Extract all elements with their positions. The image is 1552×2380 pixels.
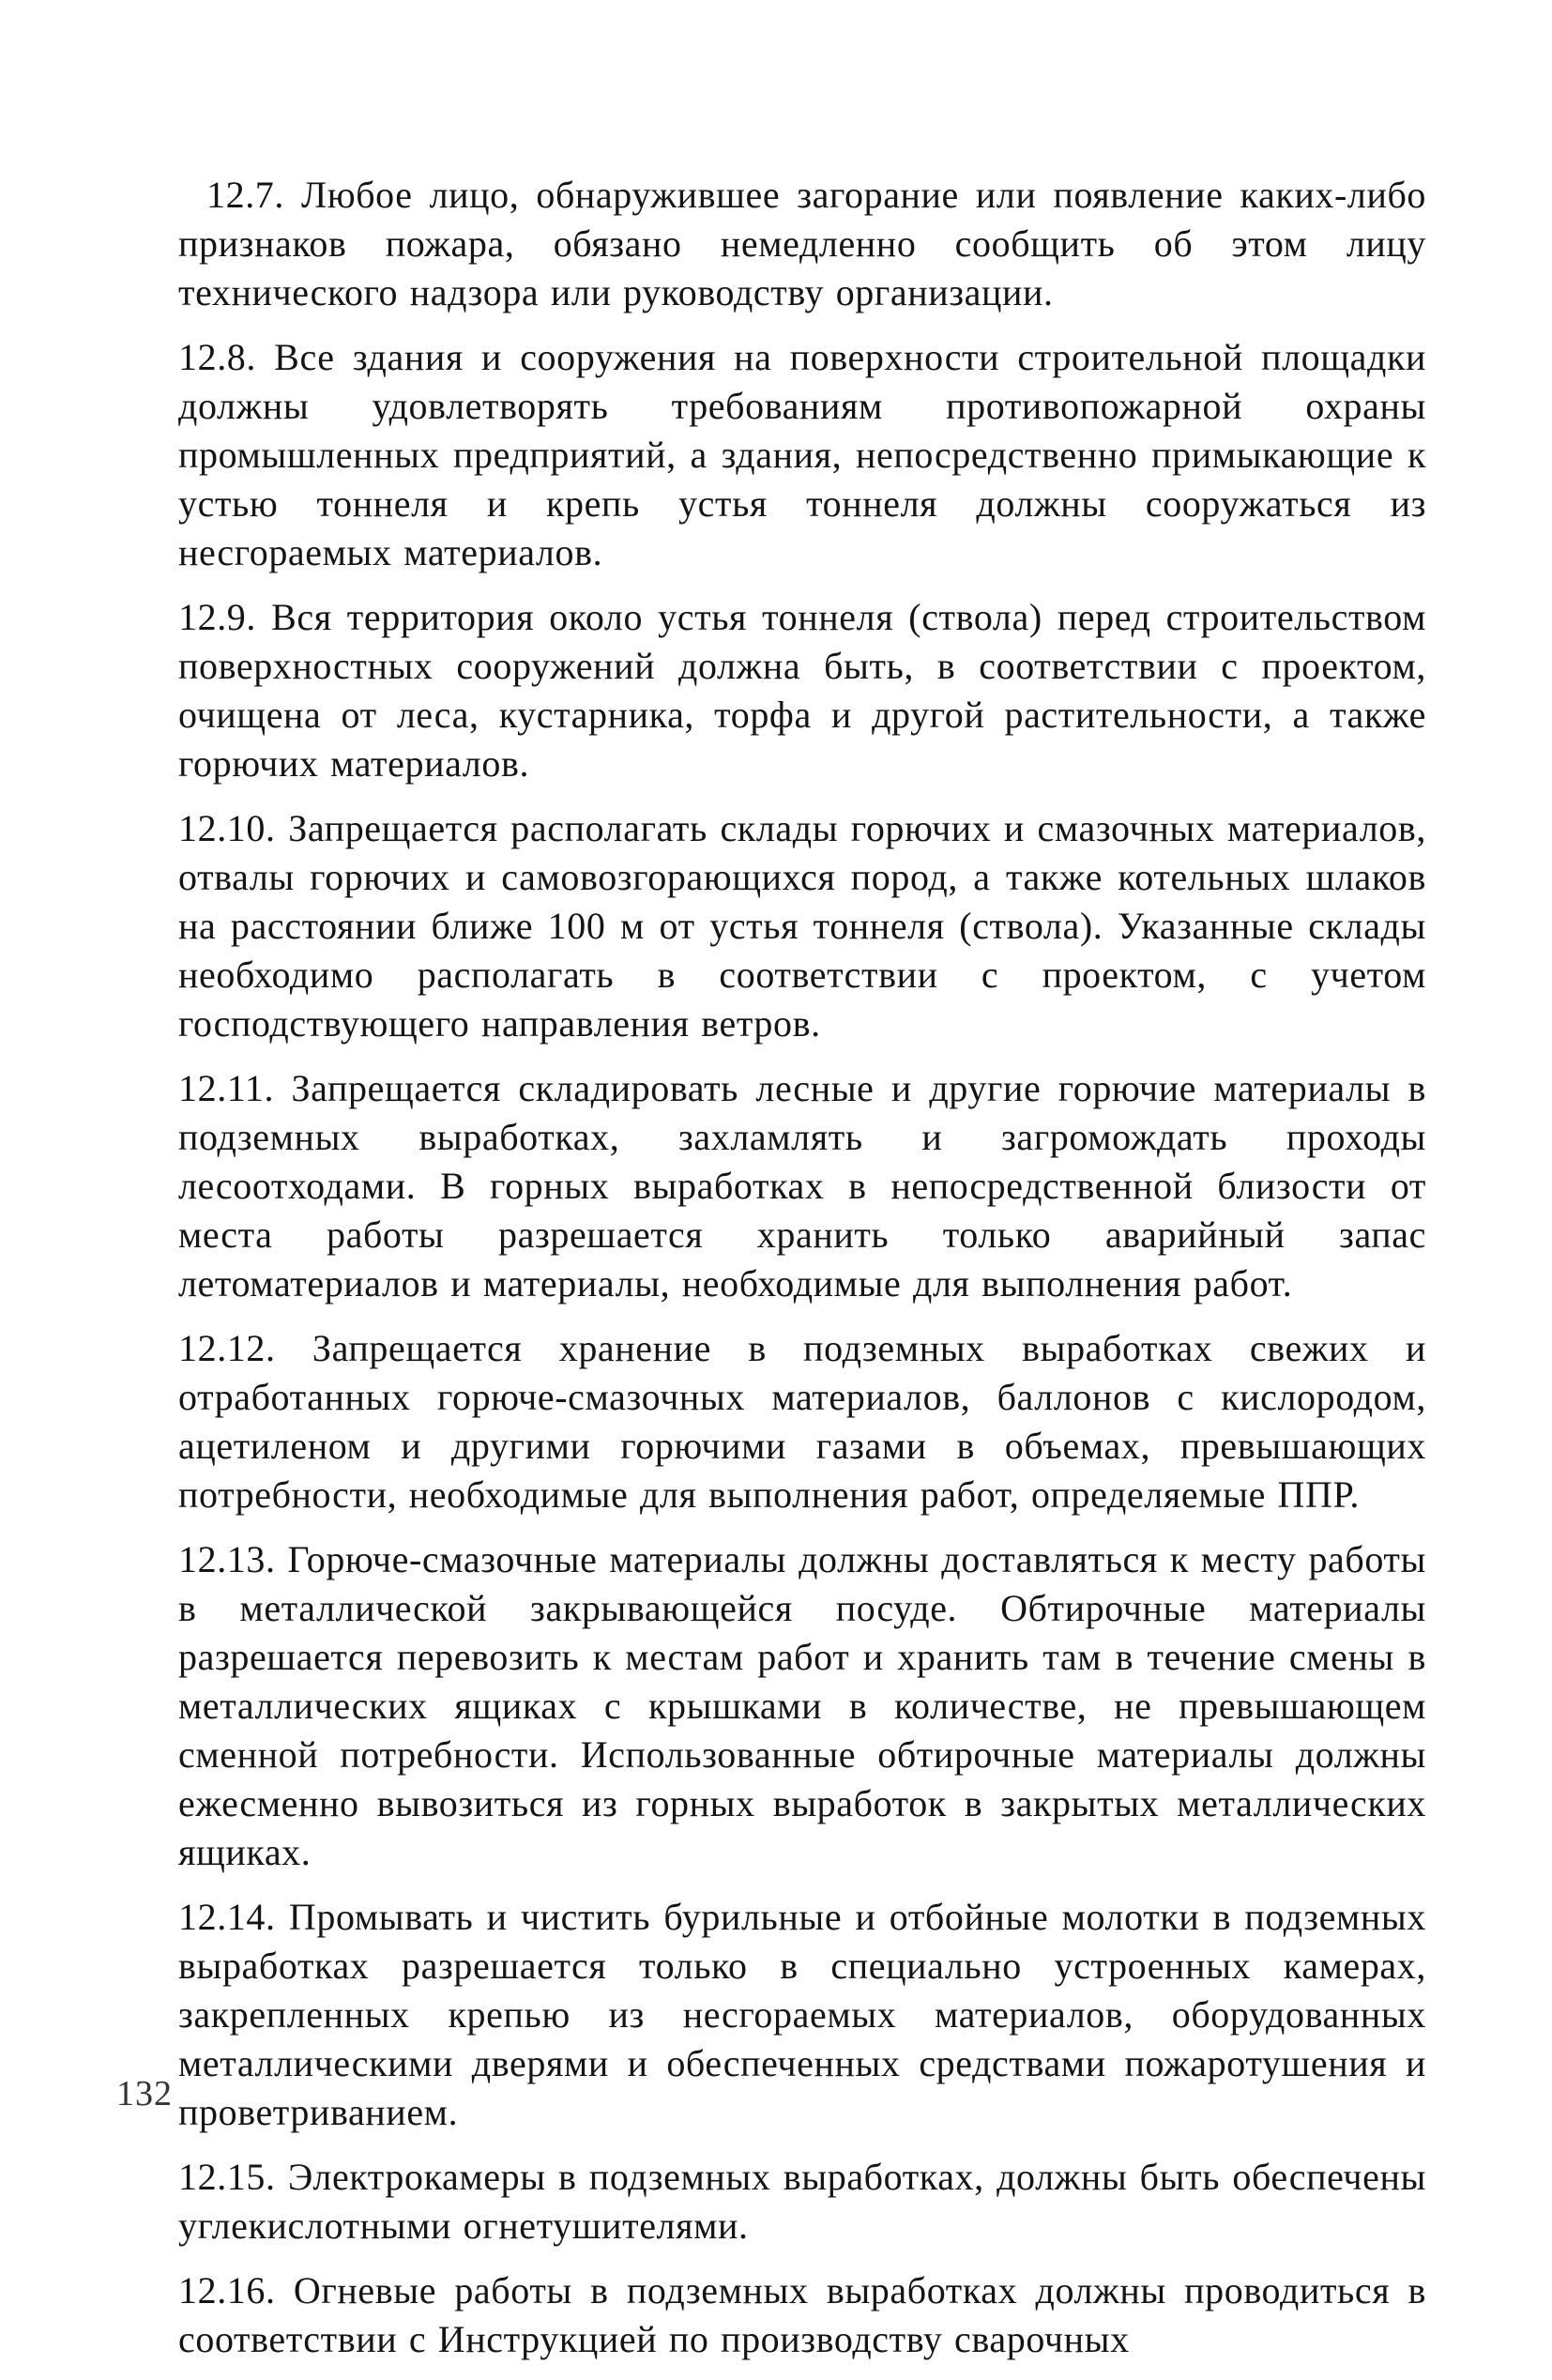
document-body bbox=[178, 171, 1426, 2380]
paragraph-12-14: 12.14. Промывать и чистить бурильные и отбойные молотки в подземных выработках разрешается только в специально устроенных камерах, закрепленных крепью из несгораемых материалов, оборудованных металлическими дверями и обеспеченных средствами пожаротушения и проветриванием. bbox=[178, 1896, 1426, 2133]
paragraph-12-16: 12.16. Огневые работы в подземных выработках должны проводиться в соответствии с Инструкцией по производству сварочных bbox=[178, 2269, 1426, 2360]
paragraph-12-7: 12.7. Любое лицо, обнаружившее загорание или появление каких-либо признаков пожара, обязано немедленно сообщить об этом лицу технического надзора или руководству организации. bbox=[178, 174, 1426, 313]
paragraph-12-10: 12.10. Запрещается располагать склады горючих и смазочных материалов, отвалы горючих и самовозгорающихся пород, а также котельных шлаков на расстоянии ближе 100 м от устья тоннеля (ствола). Указанные склады необходимо располагать в соответствии с проектом, с учетом господствующего направления ветров. bbox=[178, 807, 1426, 1045]
paragraph-12-8: 12.8. Все здания и сооружения на поверхности строительной площадки должны удовлетворять требованиям противопожарной охраны промышленных предприятий, а здания, непосредственно примыкающие к устью тоннеля и крепь устья тоннеля должны сооружаться из несгораемых материалов. bbox=[178, 336, 1426, 573]
paragraph-12-15: 12.15. Электрокамеры в подземных выработках, должны быть обеспечены углекислотными огнетушителями. bbox=[178, 2156, 1426, 2247]
paragraph-12-11: 12.11. Запрещается складировать лесные и другие горючие материалы в подземных выработках, захламлять и загромождать проходы лесоотходами. В горных выработках в непосредственной близости от места работы разрешается хранить только аварийный запас летоматериалов и материалы, необходимые для выполнения работ. bbox=[178, 1067, 1426, 1304]
paragraph-12-12: 12.12. Запрещается хранение в подземных выработках свежих и отработанных горюче-смазочных материалов, баллонов с кислородом, ацетиленом и другими горючими газами в объемах, превышающих потребности, необходимые для выполнения работ, определяемые ППР. bbox=[178, 1327, 1426, 1516]
paragraph-12-13: 12.13. Горюче-смазочные материалы должны доставляться к месту работы в металлической закрывающейся посуде. Обтирочные материалы разрешается перевозить к местам работ и хранить там в течение смены в металлических ящиках с крышками в количестве, не превышающем сменной потребности. Использованные обтирочные материалы должны ежесменно вывозиться из горных выработок в закрытых металлических ящиках. bbox=[178, 1538, 1426, 1873]
page-number: 132 bbox=[116, 2074, 173, 2113]
paragraph-12-9: 12.9. Вся территория около устья тоннеля (ствола) перед строительством поверхностных сооружений должна быть, в соответствии с проектом, очищена от леса, кустарника, торфа и другой растительности, а также горючих материалов. bbox=[178, 596, 1426, 785]
